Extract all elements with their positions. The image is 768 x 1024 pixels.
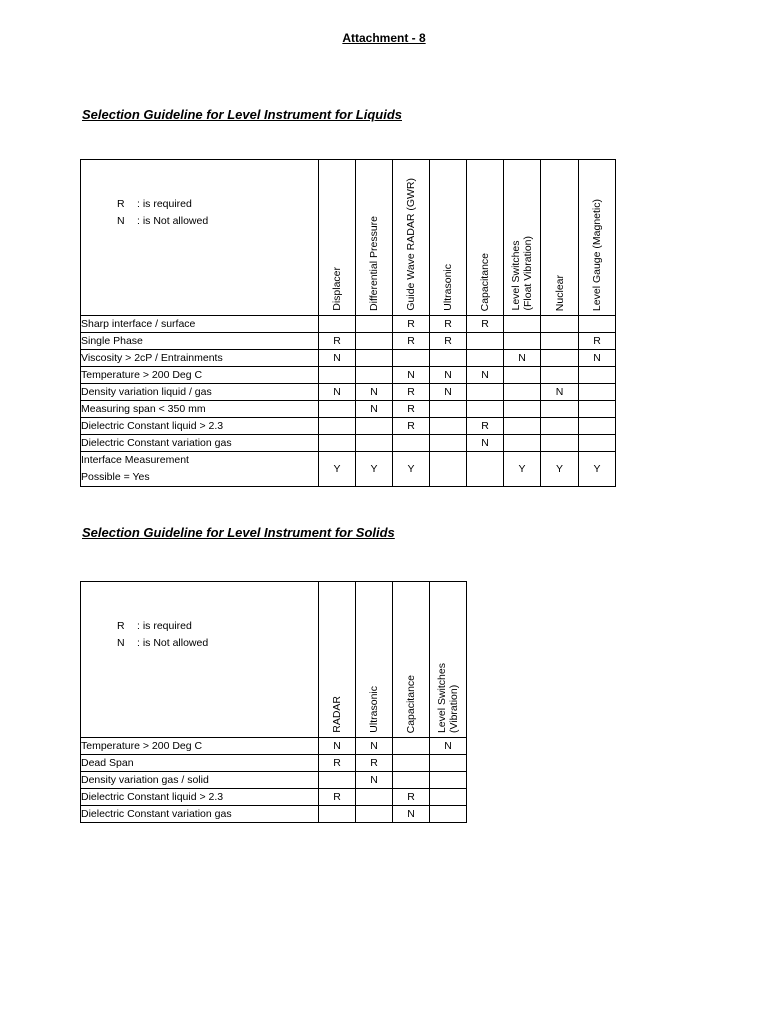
column-header-ultrasonic (430, 160, 467, 316)
table-cell (504, 367, 541, 384)
table-cell: R (579, 333, 616, 350)
solids-guideline-table (80, 581, 467, 823)
row-label (81, 367, 319, 384)
column-header-ultrasonic (356, 582, 393, 738)
column-header-differential-pressure (356, 160, 393, 316)
table-cell: R (393, 316, 430, 333)
column-header-line: (Vibration) (448, 684, 460, 733)
row-label-line: Dead Span (81, 757, 134, 769)
table-cell (579, 316, 616, 333)
row-label (81, 435, 319, 452)
table-cell (356, 316, 393, 333)
table-cell (393, 755, 430, 772)
table-cell: N (541, 384, 579, 401)
column-header-line: Nuclear (553, 274, 566, 311)
attachment-heading: Attachment - 8 (342, 31, 426, 45)
row-label (81, 738, 319, 755)
table-cell (467, 333, 504, 350)
table-cell: Y (319, 452, 356, 487)
column-header-capacitance (393, 582, 430, 738)
table-cell: Y (504, 452, 541, 487)
row-label (81, 316, 319, 333)
table-cell: R (393, 418, 430, 435)
column-header-line: Capacitance (405, 674, 417, 733)
table-cell (467, 452, 504, 487)
table-cell: R (356, 755, 393, 772)
table-cell: N (393, 806, 430, 823)
liquids-legend (81, 160, 319, 316)
column-header-level-switches-float-vibration (504, 160, 541, 316)
table-cell: N (430, 367, 467, 384)
row-label (81, 789, 319, 806)
row-label-line: Dielectric Constant liquid > 2.3 (81, 791, 224, 803)
liquids-header-row (81, 160, 616, 316)
table-cell (504, 384, 541, 401)
column-header-line: Guide Wave RADAR (GWR) (405, 178, 417, 311)
row-label (81, 418, 319, 435)
table-cell: Y (356, 452, 393, 487)
table-cell: N (319, 384, 356, 401)
table-cell: R (467, 418, 504, 435)
table-cell: Y (579, 452, 616, 487)
column-header-line: Ultrasonic (442, 264, 454, 311)
table-row (81, 452, 616, 487)
column-header-line: (Float Vibration) (522, 236, 534, 311)
row-label-line: Density variation liquid / gas (81, 386, 212, 398)
table-cell (393, 738, 430, 755)
table-cell (430, 401, 467, 418)
table-cell (467, 384, 504, 401)
table-cell (579, 401, 616, 418)
table-cell (356, 435, 393, 452)
table-row (81, 435, 616, 452)
table-row (81, 418, 616, 435)
table-cell: N (393, 367, 430, 384)
table-cell (356, 789, 393, 806)
row-label-line: Sharp interface / surface (81, 318, 196, 330)
row-label-line: Dielectric Constant variation gas (81, 808, 232, 820)
table-cell (319, 401, 356, 418)
table-cell: R (393, 333, 430, 350)
table-row (81, 738, 467, 755)
table-cell (504, 333, 541, 350)
table-cell (430, 435, 467, 452)
table-cell (541, 401, 579, 418)
table-cell (319, 435, 356, 452)
table-row (81, 772, 467, 789)
table-cell: N (356, 384, 393, 401)
liquids-section-title: Selection Guideline for Level Instrument for Liquids (82, 107, 402, 122)
column-header-displacer (319, 160, 356, 316)
table-cell (504, 435, 541, 452)
table-cell (541, 418, 579, 435)
table-cell (430, 772, 467, 789)
row-label (81, 755, 319, 772)
table-cell: N (467, 367, 504, 384)
table-cell: R (319, 333, 356, 350)
row-label-line: Dielectric Constant liquid > 2.3 (81, 420, 224, 432)
table-cell (319, 806, 356, 823)
table-cell (319, 418, 356, 435)
solids-legend (81, 582, 319, 738)
table-cell (467, 401, 504, 418)
legend-item-required: R : is required (117, 620, 192, 632)
column-header-line: Level Gauge (Magnetic) (591, 198, 603, 311)
row-label-line: Temperature > 200 Deg C (81, 740, 203, 752)
table-cell: R (319, 755, 356, 772)
column-header-capacitance (467, 160, 504, 316)
row-label (81, 772, 319, 789)
table-row (81, 401, 616, 418)
column-header-line: Level Switches (436, 662, 448, 733)
row-label-line: Dielectric Constant variation gas (81, 437, 232, 449)
table-cell: R (430, 316, 467, 333)
table-cell (319, 316, 356, 333)
table-cell (541, 333, 579, 350)
table-cell: R (467, 316, 504, 333)
table-cell (541, 435, 579, 452)
table-cell (504, 418, 541, 435)
table-cell: Y (541, 452, 579, 487)
table-cell (579, 418, 616, 435)
table-row (81, 806, 467, 823)
column-header-line: Displacer (331, 267, 343, 311)
table-cell (541, 367, 579, 384)
table-cell (393, 772, 430, 789)
table-cell (430, 452, 467, 487)
table-cell (504, 316, 541, 333)
table-cell: R (393, 789, 430, 806)
row-label (81, 333, 319, 350)
column-header-radar (319, 582, 356, 738)
table-cell (319, 772, 356, 789)
column-header-nuclear (541, 160, 579, 316)
table-cell (393, 350, 430, 367)
solids-section-title: Selection Guideline for Level Instrument for Solids (82, 525, 395, 540)
table-cell (430, 418, 467, 435)
legend-item-not-allowed: N : is Not allowed (117, 215, 209, 227)
column-header-line: Level Switches (510, 240, 522, 311)
row-label-line: Viscosity > 2cP / Entrainments (81, 352, 223, 364)
table-cell (579, 367, 616, 384)
legend-item-required: R : is required (117, 198, 192, 210)
table-cell: R (393, 401, 430, 418)
row-label (81, 806, 319, 823)
table-cell: R (319, 789, 356, 806)
liquids-guideline-table (80, 159, 616, 487)
table-cell: R (430, 333, 467, 350)
table-cell: N (356, 772, 393, 789)
row-label (81, 350, 319, 367)
table-cell: N (356, 738, 393, 755)
table-row (81, 789, 467, 806)
legend-item-not-allowed: N : is Not allowed (117, 637, 209, 649)
row-label-line: Measuring span < 350 mm (81, 403, 206, 415)
table-cell (467, 350, 504, 367)
table-cell (430, 350, 467, 367)
table-cell (504, 401, 541, 418)
row-label-line: Temperature > 200 Deg C (81, 369, 203, 381)
table-cell: N (356, 401, 393, 418)
table-cell: N (430, 738, 467, 755)
table-row (81, 316, 616, 333)
table-cell: N (579, 350, 616, 367)
table-row (81, 367, 616, 384)
table-cell: N (467, 435, 504, 452)
table-cell (541, 350, 579, 367)
table-cell (356, 367, 393, 384)
table-cell (430, 789, 467, 806)
table-cell (579, 384, 616, 401)
table-cell (579, 435, 616, 452)
column-header-line: Ultrasonic (368, 686, 380, 733)
row-label-line: Density variation gas / solid (81, 774, 209, 786)
column-header-level-gauge-magnetic (579, 160, 616, 316)
column-header-line: RADAR (331, 696, 343, 733)
table-row (81, 333, 616, 350)
row-label-line: Single Phase (81, 335, 143, 347)
row-label (81, 452, 319, 487)
table-cell: R (393, 384, 430, 401)
column-header-guide-wave-radar-gwr (393, 160, 430, 316)
table-row (81, 350, 616, 367)
table-cell (356, 333, 393, 350)
table-cell: N (319, 738, 356, 755)
table-cell (541, 316, 579, 333)
row-label (81, 384, 319, 401)
table-cell (430, 806, 467, 823)
table-row (81, 755, 467, 772)
table-cell: N (319, 350, 356, 367)
row-label (81, 401, 319, 418)
table-row (81, 384, 616, 401)
table-cell (356, 350, 393, 367)
solids-header-row (81, 582, 467, 738)
column-header-level-switches-vibration (430, 582, 467, 738)
table-cell (393, 435, 430, 452)
table-cell (356, 806, 393, 823)
row-label-line: Possible = Yes (81, 471, 150, 483)
table-cell (356, 418, 393, 435)
column-header-line: Capacitance (479, 252, 491, 311)
table-cell (430, 755, 467, 772)
row-label-line: Interface Measurement (81, 454, 189, 466)
table-cell: N (504, 350, 541, 367)
table-cell (319, 367, 356, 384)
column-header-line: Differential Pressure (368, 216, 380, 311)
table-cell: Y (393, 452, 430, 487)
table-cell: N (430, 384, 467, 401)
